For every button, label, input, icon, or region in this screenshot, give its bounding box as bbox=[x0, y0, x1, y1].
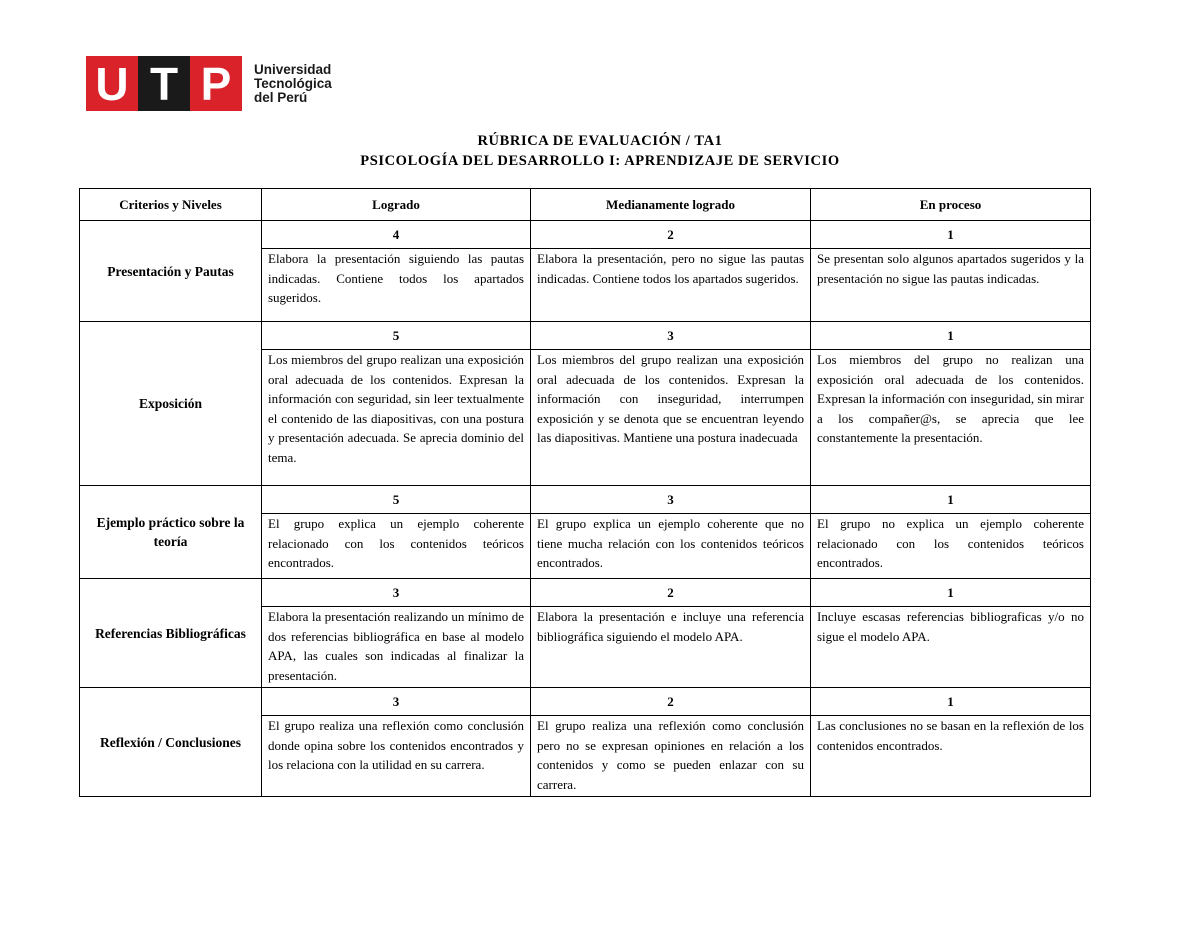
score-row-referencias bbox=[80, 579, 1091, 607]
score-cell: 1 bbox=[811, 688, 1091, 716]
description-cell: El grupo realiza una reflexión como conclusión pero no se expresan opiniones en relación a los contenidos y como se pueden enlazar con su carrera. bbox=[531, 716, 811, 797]
description-cell: Incluye escasas referencias bibliograficas y/o no sigue el modelo APA. bbox=[811, 607, 1091, 688]
score-cell: 1 bbox=[811, 579, 1091, 607]
score-row-presentacion bbox=[80, 221, 1091, 249]
header-logrado: Logrado bbox=[262, 189, 531, 221]
description-cell: El grupo realiza una reflexión como conclusión donde opina sobre los contenidos encontrados y los relaciona con la utilidad en su carrera. bbox=[262, 716, 531, 797]
score-cell: 3 bbox=[262, 579, 531, 607]
logo-letter-t: T bbox=[138, 56, 190, 111]
score-cell: 1 bbox=[811, 486, 1091, 514]
description-cell: Los miembros del grupo realizan una exposición oral adecuada de los contenidos. Expresan la información con inseguridad, interrumpen exposición y se denota que se encuentran leyendo las diapositivas. Mantiene una postura inadecuada bbox=[531, 350, 811, 486]
description-cell: Elabora la presentación e incluye una referencia bibliográfica siguiendo el modelo APA. bbox=[531, 607, 811, 688]
description-cell: Elabora la presentación, pero no sigue las pautas indicadas. Contiene todos los apartados sugeridos. bbox=[531, 249, 811, 322]
score-cell: 4 bbox=[262, 221, 531, 249]
criterion-referencias: Referencias Bibliográficas bbox=[80, 579, 262, 688]
utp-logo bbox=[86, 56, 332, 111]
score-cell: 5 bbox=[262, 322, 531, 350]
description-cell: Las conclusiones no se basan en la reflexión de los contenidos encontrados. bbox=[811, 716, 1091, 797]
description-cell: El grupo explica un ejemplo coherente relacionado con los contenidos teóricos encontrados. bbox=[262, 514, 531, 579]
description-cell: Elabora la presentación realizando un mínimo de dos referencias bibliográfica en base al modelo APA, las cuales son indicadas al finalizar la presentación. bbox=[262, 607, 531, 688]
description-cell: El grupo explica un ejemplo coherente que no tiene mucha relación con los contenidos teóricos encontrados. bbox=[531, 514, 811, 579]
score-cell: 2 bbox=[531, 688, 811, 716]
logo-wordmark bbox=[254, 63, 332, 105]
header-medianamente-logrado: Medianamente logrado bbox=[531, 189, 811, 221]
header-en-proceso: En proceso bbox=[811, 189, 1091, 221]
header-criteria: Criterios y Niveles bbox=[80, 189, 262, 221]
score-cell: 2 bbox=[531, 221, 811, 249]
score-row-exposicion bbox=[80, 322, 1091, 350]
criterion-exposicion: Exposición bbox=[80, 322, 262, 486]
logo-letter-u: U bbox=[86, 56, 138, 111]
logo-letter-p: P bbox=[190, 56, 242, 111]
description-cell: Se presentan solo algunos apartados sugeridos y la presentación no sigue las pautas indicadas. bbox=[811, 249, 1091, 322]
criterion-ejemplo: Ejemplo práctico sobre la teoría bbox=[80, 486, 262, 579]
score-row-ejemplo bbox=[80, 486, 1091, 514]
score-cell: 2 bbox=[531, 579, 811, 607]
score-row-reflexion bbox=[80, 688, 1091, 716]
description-cell: Los miembros del grupo realizan una exposición oral adecuada de los contenidos. Expresan la información con seguridad, sin leer textualmente el contenido de las diapositivas, con una postura y presentación adecuada. Se aprecia dominio del tema. bbox=[262, 350, 531, 486]
description-cell: El grupo no explica un ejemplo coherente relacionado con los contenidos teóricos encontrados. bbox=[811, 514, 1091, 579]
score-cell: 1 bbox=[811, 221, 1091, 249]
header-row bbox=[80, 189, 1091, 221]
score-cell: 1 bbox=[811, 322, 1091, 350]
criterion-reflexion: Reflexión / Conclusiones bbox=[80, 688, 262, 797]
score-cell: 3 bbox=[531, 486, 811, 514]
score-cell: 3 bbox=[531, 322, 811, 350]
logo-line-2: Tecnológica bbox=[254, 75, 332, 91]
rubric-table bbox=[79, 188, 1091, 797]
score-cell: 5 bbox=[262, 486, 531, 514]
score-cell: 3 bbox=[262, 688, 531, 716]
criterion-presentacion: Presentación y Pautas bbox=[80, 221, 262, 322]
document-title: RÚBRICA DE EVALUACIÓN / TA1 bbox=[477, 133, 723, 149]
logo-line-3: del Perú bbox=[254, 89, 308, 105]
description-cell: Elabora la presentación siguiendo las pautas indicadas. Contiene todos los apartados sugeridos. bbox=[262, 249, 531, 322]
document-subtitle: PSICOLOGÍA DEL DESARROLLO I: APRENDIZAJE DE SERVICIO bbox=[360, 153, 840, 169]
logo-line-1: Universidad bbox=[254, 61, 332, 77]
description-cell: Los miembros del grupo no realizan una exposición oral adecuada de los contenidos. Expresan la información con inseguridad, sin mirar a los compañer@s, se aprecia que lee constantemente la presentación. bbox=[811, 350, 1091, 486]
